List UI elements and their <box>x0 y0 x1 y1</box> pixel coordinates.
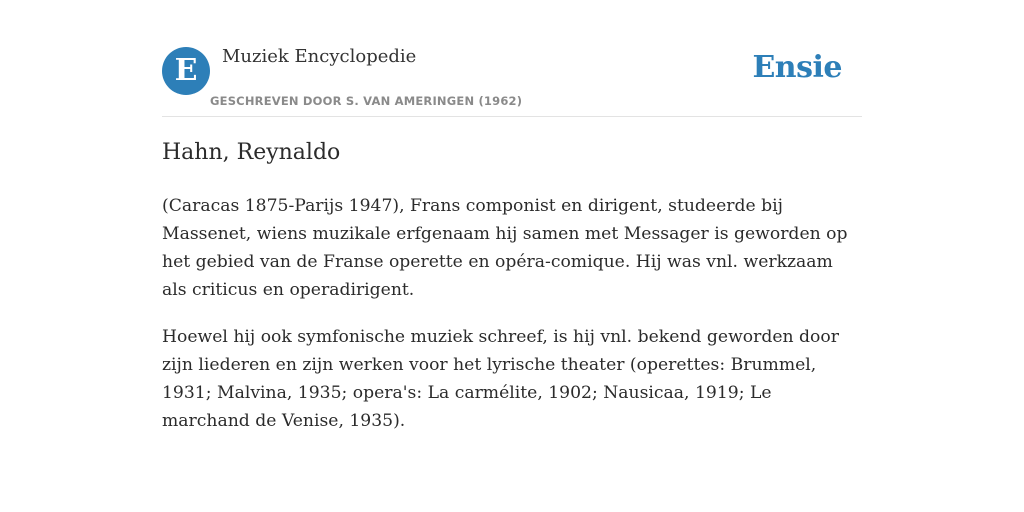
article-title: Hahn, Reynaldo <box>162 140 341 165</box>
page-container <box>162 0 862 512</box>
author-byline: GESCHREVEN DOOR S. VAN AMERINGEN (1962) <box>210 94 523 108</box>
encyclopedia-logo-icon[interactable]: E <box>162 47 210 95</box>
source-title[interactable]: Muziek Encyclopedie <box>222 46 417 67</box>
article-paragraph-2: Hoewel hij ook symfonische muziek schreef, is hij vnl. bekend geworden door zijn liederen en zijn werken voor het lyrische theater (operettes: Brummel, 1931; Malvina, 1935; opera's: La carmélite, 1902; Nausicaa, 1919; Le marchand de Venise, 1935). <box>162 327 839 431</box>
header <box>162 0 862 117</box>
ensie-brand-logo[interactable]: Ensie <box>752 50 842 85</box>
article-paragraph-1: (Caracas 1875-Parijs 1947), Frans componist en dirigent, studeerde bij Massenet, wiens muzikale erfgenaam hij samen met Messager is geworden op het gebied van de Franse operette en opéra-comique. Hij was vnl. werkzaam als criticus en operadirigent. <box>162 196 848 300</box>
